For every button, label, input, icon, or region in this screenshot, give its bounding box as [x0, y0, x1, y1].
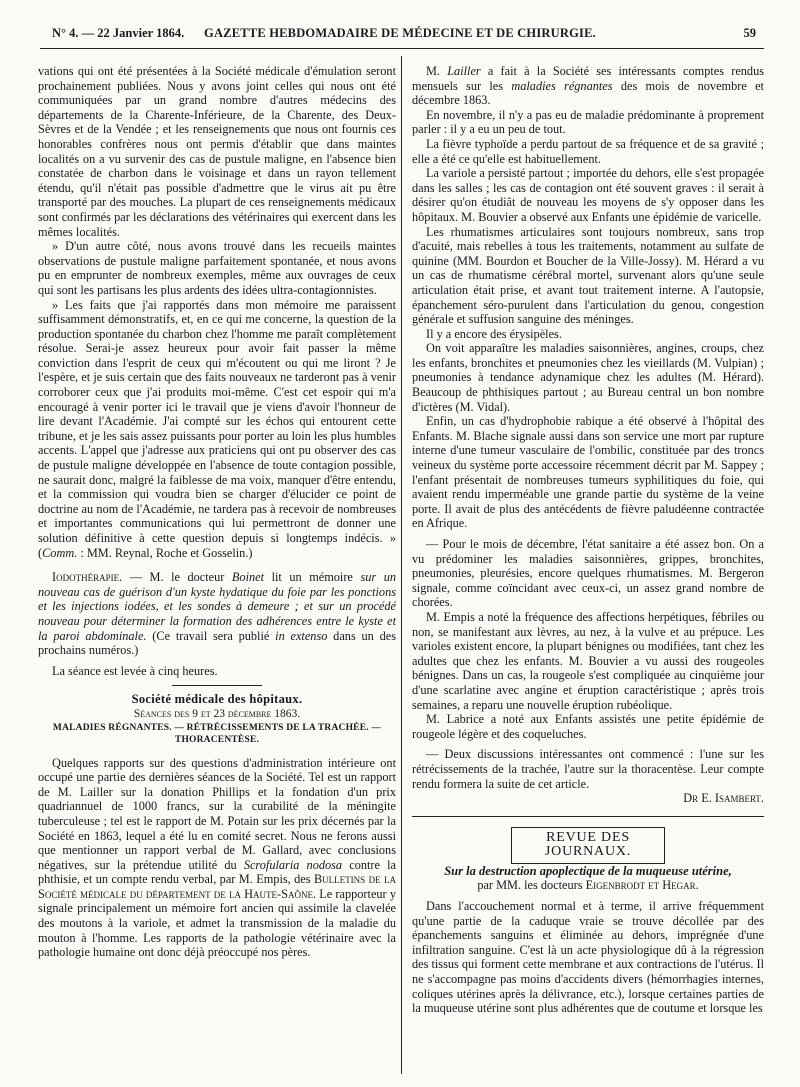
revue-heading: REVUE DES JOURNAUX.: [511, 827, 665, 864]
section-title: Société médicale des hôpitaux.: [131, 692, 303, 707]
paragraph: M. Empis a noté la fréquence des affections herpétiques, fébriles ou non, se manifestant aux lèvres, au nez, à la vulve et au prépuce. Les varioles existent encore, la plupart bénignes ou modifiées, tant chez les adultes que chez les enfants. M. Bouvier a vu aussi des rougeoles bénignes. Dans un cas, la rougeole s'est compliquée au cinquième jour d'une scarlatine avec angine et éruption caractéristique ; après trois semaines, a reparu une nouvelle éruption rubéolique.: [412, 609, 764, 712]
article-authors: par MM. les docteurs Eigenbrodt et Hegar.: [477, 878, 699, 893]
paragraph: » D'un autre côté, nous avons trouvé dans les recueils maintes observations de pustule maligne parfaitement spontanée, et nous avons pu en emprunter de nombreux exemples, même aux ouvrages de ceux qui sont les partisans les plus ardents des idées ultra-contagionnistes.: [38, 239, 396, 297]
paragraph: vations qui ont été présentées à la Société médicale d'émulation seront prochainement publiées. Nous y avons joint celles qui nous ont été communiquées par un grand nombre d'autres médecins des départements de la Charente-Inférieure, de la Charente, des Deux-Sèvres et de la Vendée ; et les renseignements que nous ont fournis ces honorables confrères nous ont permis d'établir que dans maintes localités on a vu survenir des cas de pustule maligne, en l'absence bien constatée de charbon dans le voisinage et dans un rayon tellement étendu, qu'il n'était pas possible d'admettre que le virus ait pu être transporté par des mouches. La plupart de ces renseignements médicaux sont confirmés par les déclarations des vétérinaires qui exercent dans les mêmes localités.: [38, 64, 396, 239]
paragraph: M. Lailler a fait à la Société ses intéressants comptes rendus mensuels sur les maladies régnantes des mois de novembre et décembre 1863.: [412, 64, 765, 108]
paragraph: Les rhumatismes articulaires sont toujours nombreux, sans trop d'acuité, mais rebelles à tous les traitements, notamment au sulfate de quinine (MM. Bourdon et Boucher de la Ville-Jossy). M. Hérard a vu un cas de rhumatisme cérébral mortel, survenant alors qu'une seule articulation était prise, et avant tout traitement interne. A l'autopsie, épanchement séro-purulent dans l'articulation du genou, congestion générale et suffusion sanguine des méninges.: [412, 224, 764, 327]
paragraph: La fièvre typhoïde a perdu partout de sa fréquence et de sa gravité ; elle a été ce qu'elle est habituellement.: [412, 136, 764, 166]
divider: [412, 816, 764, 817]
paragraph: » Les faits que j'ai rapportés dans mon mémoire me paraissent suffisamment démonstratifs, et, en ce qui me concerne, la question de la production spontanée du charbon chez l'homme me paraît complètement résolue. Serai-je assez heureux pour avoir fait passer la même conviction dans l'esprit de ceux qui m'écoutent ou qui me liront ? Je l'espère, et je suis certain que des faits nouveaux ne tarderont pas à venir corroborer ceux que j'ai produits moi-même. C'est cet espoir qui m'a encouragé à venir porter ici le travail que je viens d'avoir l'honneur de lire devant l'Académie. J'ai compté sur les échos qui entourent cette tribune, et je les sais assez puissants pour porter au loin les plus humbles accents. L'appel que j'adresse aux praticiens qui ont pu observer des cas de pustule maligne développée en l'absence de toute contagion possible, ne saurait donc, malgré la faiblesse de ma voix, manquer d'être entendu, et la commission qui voudra bien se charger d'élucider ce point de doctrine au nom de l'Académie, ne tardera pas à recevoir de nombreuses et importantes communications qui lui permettront de donner une solution définitive à cette question depuis si longtemps indécis. » (Comm. : MM. Reynal, Roche et Gosselin.): [38, 297, 396, 560]
paragraph: — Deux discussions intéressantes ont commencé : l'une sur les rétrécissements de la trachée, l'autre sur la thoracentèse. Leur compte rendu formera la suite de cet article.: [412, 747, 764, 791]
divider: [172, 685, 262, 686]
section-subtitle: MALADIES RÉGNANTES. — RÉTRÉCISSEMENTS DE LA TRACHÉE. — THORACENTÈSE.: [52, 722, 382, 745]
article-title: Sur la destruction apoplectique de la muqueuse utérine,: [444, 863, 732, 878]
publication-title: GAZETTE HEBDOMADAIRE DE MÉDECINE ET DE CHIRURGIE.: [204, 26, 596, 40]
paragraph: Dans l'accouchement normal et à terme, il arrive fréquemment qu'une partie de la caduque vraie se trouve décollée par des épanchements sanguins et éliminée au dehors, imprégnée d'une infiltration sanguine. C'est là un acte physiologique dû à la régression des tissus qui forment cette membrane et aux contractions de l'utérus. Il ne s'accompagne pas moins d'accidents divers (hémorrhagies internes, coliques utérines après la délivrance, etc.), lorsque certaines parties de la muqueuse utérine sont plus adhérentes que de coutume et lorsque les: [412, 899, 764, 1016]
paragraph: — Pour le mois de décembre, l'état sanitaire a été assez bon. On a vu prédominer les maladies saisonnières, grippes, bronchites, pneumonies, pleurésies, encore quelques rhumatismes. M. Bergeron signale, comme coïncidant avec ceux-ci, un assez grand nombre de chorées.: [412, 537, 764, 610]
column-divider: [401, 56, 402, 1074]
page-number: 59: [743, 26, 756, 40]
page-header: [38, 20, 762, 48]
left-column: [38, 64, 396, 960]
right-column: [412, 64, 764, 1016]
paragraph: On voit apparaître les maladies saisonnières, angines, croups, chez les enfants, bronchites et pneumonies chez les vieillards (M. Vulpian) ; pneumonies à tendance adynamique chez les adultes (M. Hérard). Beaucoup de phthisiques partout ; au Bureau central un bon nombre d'ictères (M. Vidal).: [412, 341, 764, 414]
paragraph: La séance est levée à cinq heures.: [52, 663, 218, 678]
paragraph: En novembre, il n'y a pas eu de maladie prédominante à proprement parler : il y a eu un peu de tout.: [412, 107, 764, 137]
paragraph: M. Labrice a noté aux Enfants assistés une petite épidémie de rougeole légère et des coqueluches.: [412, 712, 764, 741]
header-rule: [40, 48, 764, 49]
issue-number: N° 4. — 22 Janvier 1864.: [52, 26, 185, 40]
paragraph: La variole a persisté partout ; importée du dehors, elle s'est propagée dans les salles ; les cas de contagion ont été souvent graves : il serait à désirer qu'on étudiât de nouveau les moyens de s'y opposer dans les hôpitaux. M. Bouvier a observé aux Enfants une épidémie de varicelle.: [412, 166, 764, 224]
paragraph: Quelques rapports sur des questions d'administration intérieure ont occupé une partie des dernières séances de la Société. Tel est un rapport de M. Lailler sur la donation Phillips et la fondation d'un prix quadriannuel de 1000 francs, sur la curabilité de la méningite tuberculeuse ; tel est le rapport de M. Potain sur les prix décernés par la Société en 1863, lequel a été lu en comité secret. Nous ne ferons aussi que mentionner un rapport verbal de M. Gallard, avec conclusions négatives, sur la prétendue utilité du Scrofularia nodosa contre la phthisie, et un compte rendu verbal, par M. Empis, des Bulletins de la Société médicale du département de la Haute-Saône. Le rapporteur y signale principalement un mémoire fort ancien qui assimile la clavelée des moutons à la variole, et admet la transmission de la maladie du mouton à l'homme. Les rapports de la pathologie vétérinaire avec la pathologie humaine ont donc déjà préoccupé nos pères.: [38, 755, 396, 960]
paragraph: Enfin, un cas d'hydrophobie rabique a été observé à l'hôpital des Enfants. M. Blache signale aussi dans son service une mort par rupture interne d'une tumeur vasculaire de l'ombilic, constituée par des troncs veineux du système porte accessoire récemment décrit par M. Sappey ; l'enfant présentait de nombreuses tumeurs syphilitiques du foie, qui avaient rendu imperméable une grande partie du système de la veine porte. Il avait de plus des antécédents de fièvre paludéenne contractée en Afrique.: [412, 414, 764, 531]
section-label: Iodothérapie.: [52, 570, 123, 585]
paragraph: Il y a encore des érysipèles.: [426, 326, 562, 341]
iodotherapy-paragraph: Iodothérapie. — M. le docteur Boinet lit un mémoire sur un nouveau cas de guérison d'un kyste hydatique du foie par les ponctions et les injections iodées, et les sondes à demeure ; et sur un procédé nouveau pour déterminer la formation des adhérences entre le kyste et la paroi abdominale. (Ce travail sera publié in extenso dans un des prochains numéros.): [38, 570, 396, 658]
author-signature: Dr E. Isambert.: [683, 791, 764, 806]
section-dates: Séances des 9 et 23 décembre 1863.: [133, 707, 301, 720]
